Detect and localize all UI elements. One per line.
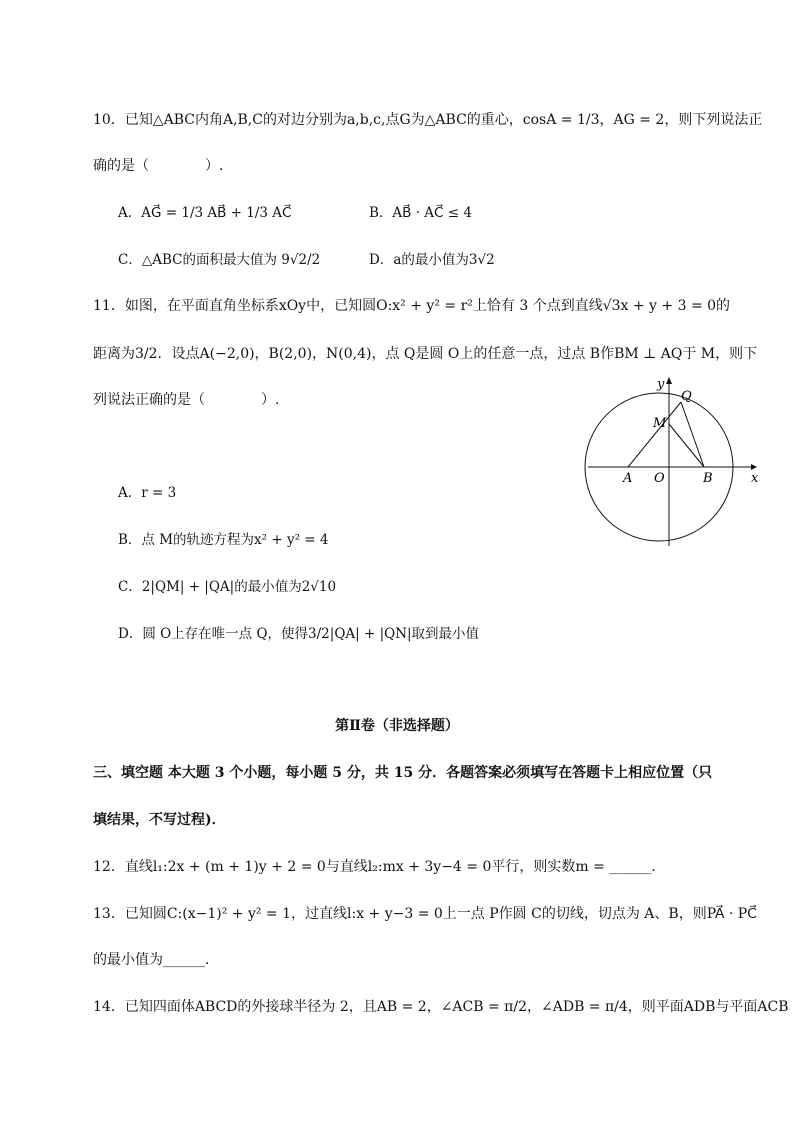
point-a-label: A: [623, 471, 633, 486]
q13-line2: 的最小值为______．: [93, 952, 219, 968]
segment-qb: [681, 402, 704, 467]
q11-option-d: D．圆 O上存在唯一点 Q，使得3/2|QA| + |QN|取到最小值: [118, 626, 480, 642]
segment-aq: [628, 402, 681, 467]
y-label: y: [657, 377, 665, 392]
q10-option-a: A．AG⃗ = 1/3 AB⃗ + 1/3 AC⃗: [118, 205, 292, 221]
segment-mb: [669, 424, 704, 467]
section-instructions-line2: 填结果，不写过程)．: [93, 812, 226, 828]
q10-option-d: D．a的最小值为3√2: [369, 252, 495, 268]
origin-label: O: [654, 471, 665, 486]
q11-option-b: B．点 M的轨迹方程为x² + y² = 4: [118, 532, 329, 548]
q10-stem-line2: 确的是（ ）.: [93, 158, 224, 174]
x-label: x: [751, 471, 758, 486]
point-b-label: B: [703, 471, 713, 486]
x-axis-arrow: [751, 464, 757, 470]
q11-stem-line3: 列说法正确的是（ ）.: [93, 392, 280, 408]
q11-stem-line2: 距离为3/2．设点A(−2,0)，B(2,0)，N(0,4)，点 Q是圆 O上的任意一点，过点 B作BM ⊥ AQ于 M，则下: [93, 346, 758, 362]
q10-stem-line1: 10．已知△ABC内角A,B,C的对边分别为a,b,c,点G为△ABC的重心，cosA = 1/3，AG = 2，则下列说法正: [93, 112, 763, 128]
point-m-label: M: [653, 416, 667, 431]
q13-line1: 13．已知圆C:(x−1)² + y² = 1，过直线l:x + y−3 = 0上一点 P作圆 C的切线，切点为 A、B，则PA⃗ · PC⃗: [93, 906, 757, 922]
q11-stem-line1: 11．如图，在平面直角坐标系xOy中，已知圆O:x² + y² = r²上恰有 3 个点到直线√3x + y + 3 = 0的: [93, 298, 731, 314]
q12-text: 12．直线l₁:2x + (m + 1)y + 2 = 0与直线l₂:mx + 3y−4 = 0平行，则实数m = ______．: [93, 859, 666, 875]
y-axis-arrow: [666, 377, 672, 384]
q11-figure: [583, 372, 758, 548]
section-title: 第Ⅱ卷（非选择题）: [335, 718, 459, 734]
q10-option-b: B．AB⃗ · AC⃗ ≤ 4: [369, 205, 472, 221]
q11-option-c: C．2|QM| + |QA|的最小值为2√10: [118, 579, 337, 595]
q10-option-c: C．△ABC的面积最大值为 9√2/2: [118, 252, 321, 268]
point-q-label: Q: [681, 389, 692, 404]
section-instructions-line1: 三、填空题 本大题 3 个小题，每小题 5 分，共 15 分．各题答案必须填写在答题卡上相应位置（只: [93, 765, 713, 781]
q14-line1: 14．已知四面体ABCD的外接球半径为 2，且AB = 2，∠ACB = π/2，∠ADB = π/4，则平面ADB与平面ACB: [93, 999, 789, 1015]
q11-option-a: A．r = 3: [118, 485, 177, 501]
